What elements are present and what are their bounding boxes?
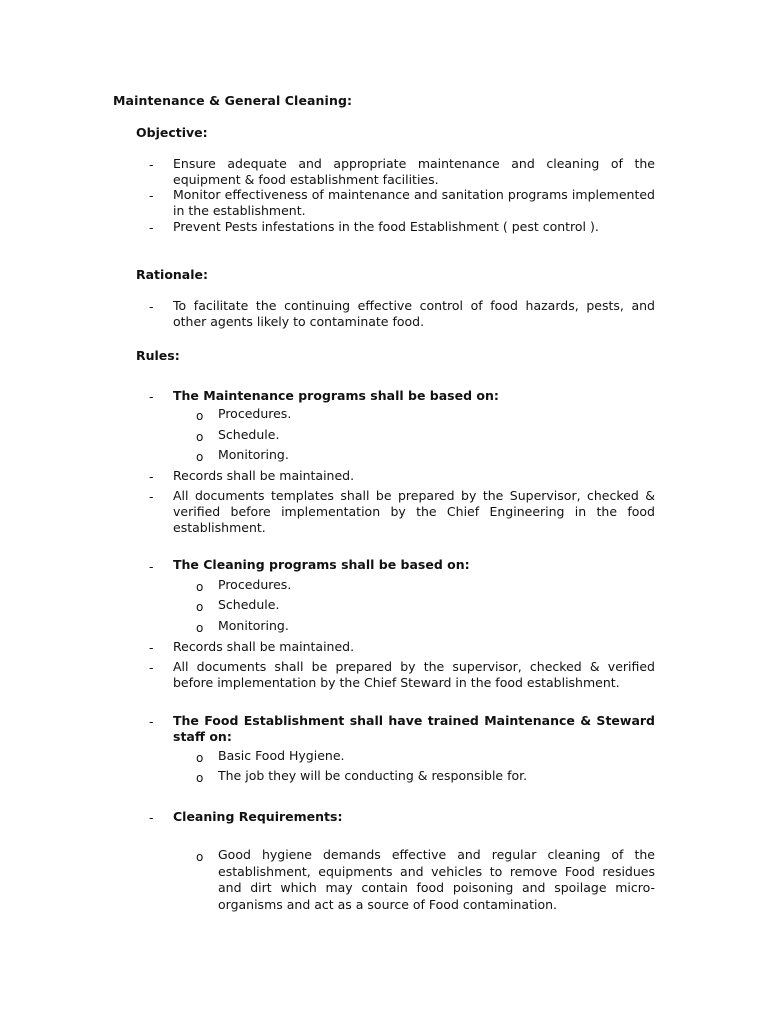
cleaning-records: Records shall be maintained. [173, 639, 355, 654]
dash-marker: - [149, 157, 154, 172]
trained-staff-label: The Food Establishment shall have trained Maintenance & Steward staff on: [173, 713, 655, 744]
dash-marker: - [149, 810, 154, 825]
dash-marker: - [149, 220, 154, 235]
dash-marker: - [149, 640, 154, 655]
dash-marker: - [149, 299, 154, 314]
sub-bullet-marker: o [196, 580, 204, 594]
rules-heading: Rules: [136, 348, 180, 363]
trained-staff-sub-job: The job they will be conducting & responsible for. [218, 768, 528, 783]
sub-bullet-marker: o [196, 621, 204, 635]
dash-marker: - [149, 559, 154, 574]
dash-marker: - [149, 714, 154, 729]
dash-marker: - [149, 489, 154, 504]
objective-item-2: Monitor effectiveness of maintenance and sanitation programs implemented in the establishment. [173, 187, 655, 218]
dash-marker: - [149, 660, 154, 675]
cleaning-requirements-label: Cleaning Requirements: [173, 809, 343, 824]
rationale-heading: Rationale: [136, 267, 209, 282]
sub-bullet-marker: o [196, 430, 204, 444]
sub-bullet-marker: o [196, 771, 204, 785]
cleaning-requirements-text: Good hygiene demands effective and regular cleaning of the establishment, equipments and vehicles to remove Food residues and dirt which may contain food poisoning and spoilage micro-organisms and act as a source of Food contamination. [218, 847, 655, 912]
cleaning-documents: All documents shall be prepared by the supervisor, checked & verified before implementation by the Chief Steward in the food establishment. [173, 659, 655, 690]
sub-bullet-marker: o [196, 850, 204, 864]
maintenance-programs-label: The Maintenance programs shall be based on: [173, 388, 499, 403]
objective-item-3: Prevent Pests infestations in the food Establishment ( pest control ). [173, 219, 599, 234]
sub-bullet-marker: o [196, 409, 204, 423]
cleaning-programs-label: The Cleaning programs shall be based on: [173, 557, 470, 572]
objective-item-1: Ensure adequate and appropriate maintenance and cleaning of the equipment & food establishment facilities. [173, 156, 655, 187]
sub-bullet-marker: o [196, 600, 204, 614]
maintenance-sub-monitoring: Monitoring. [218, 447, 289, 462]
dash-marker: - [149, 188, 154, 203]
rationale-item-1: To facilitate the continuing effective control of food hazards, pests, and other agents likely to contaminate food. [173, 298, 655, 329]
cleaning-sub-procedures: Procedures. [218, 577, 292, 592]
dash-marker: - [149, 469, 154, 484]
maintenance-sub-schedule: Schedule. [218, 427, 280, 442]
trained-staff-sub-hygiene: Basic Food Hygiene. [218, 748, 345, 763]
objective-heading: Objective: [136, 125, 208, 140]
sub-bullet-marker: o [196, 450, 204, 464]
maintenance-documents: All documents templates shall be prepared by the Supervisor, checked & verified before implementation by the Chief Engineering in the food establishment. [173, 488, 655, 535]
document-title: Maintenance & General Cleaning: [113, 93, 353, 108]
maintenance-records: Records shall be maintained. [173, 468, 355, 483]
cleaning-sub-schedule: Schedule. [218, 597, 280, 612]
sub-bullet-marker: o [196, 751, 204, 765]
dash-marker: - [149, 389, 154, 404]
maintenance-sub-procedures: Procedures. [218, 406, 292, 421]
cleaning-sub-monitoring: Monitoring. [218, 618, 289, 633]
